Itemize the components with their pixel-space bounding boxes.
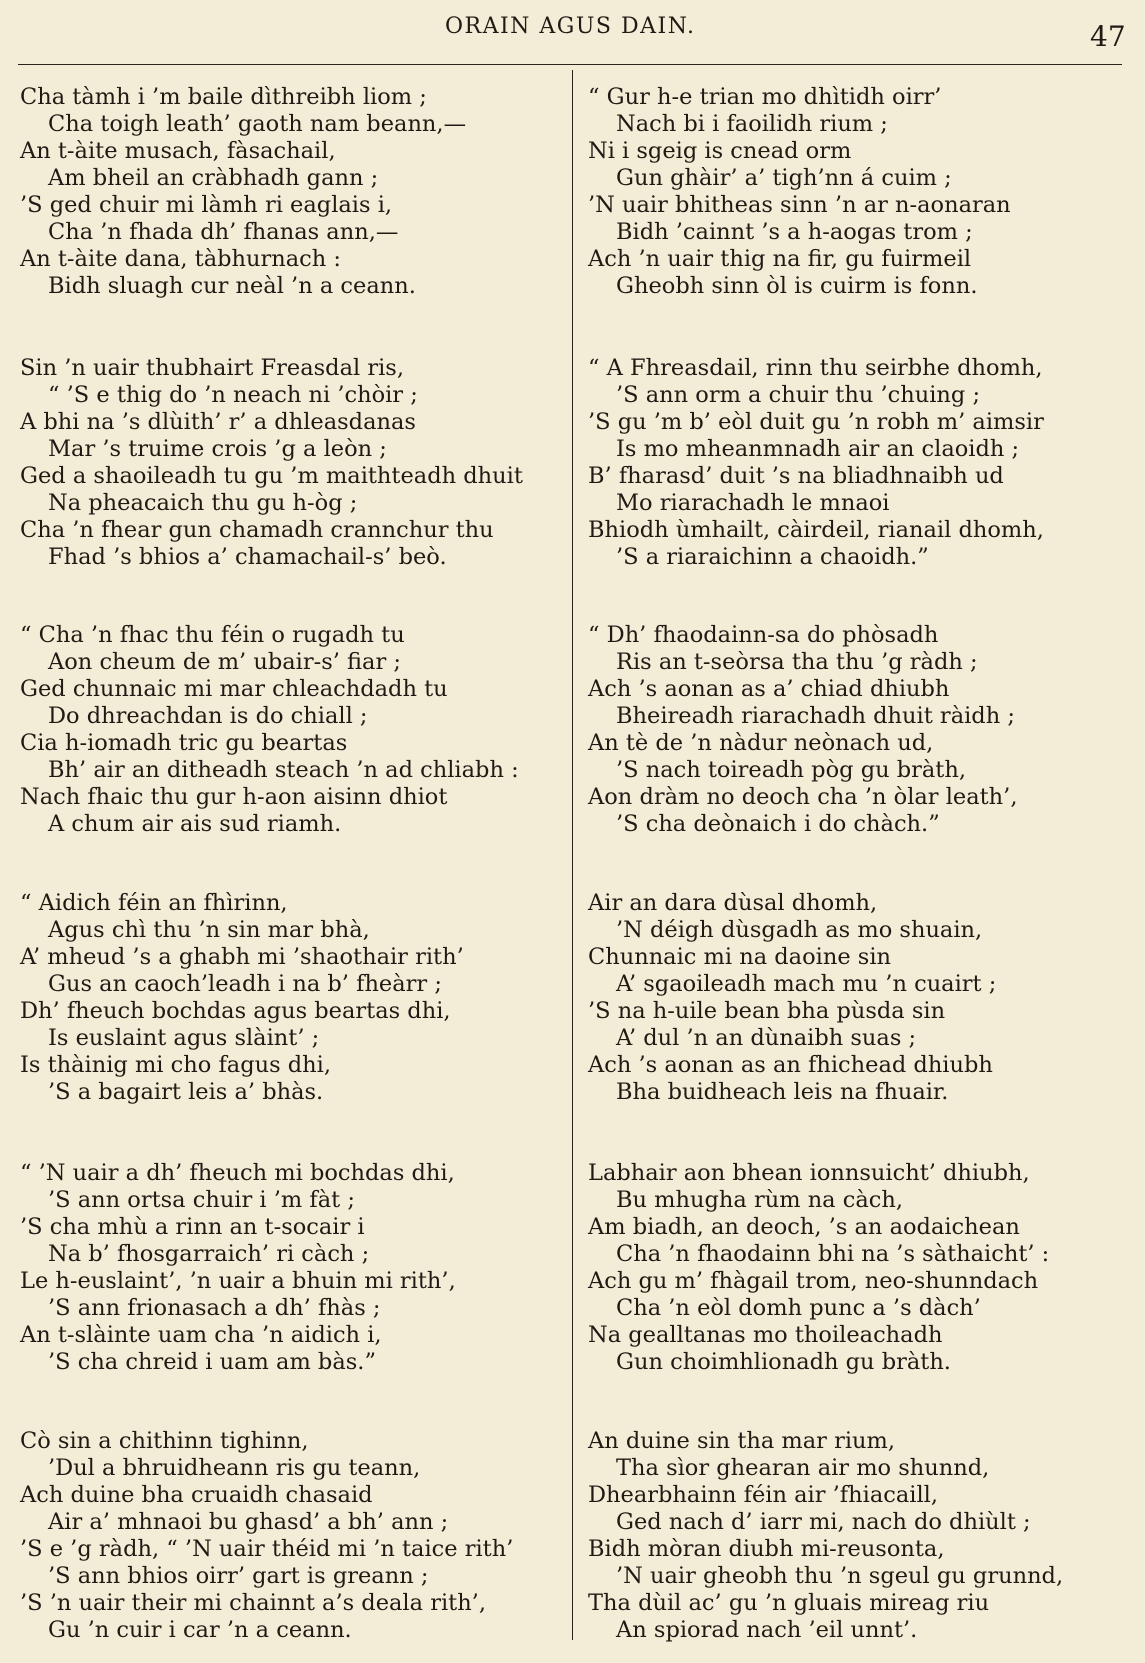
verse-line: Chunnaic mi na daoine sin (588, 944, 892, 970)
verse-line: An spiorad nach ’eil unnt’. (616, 1617, 918, 1643)
verse-line: “ Cha ’n fhac thu féin o rugadh tu (20, 622, 405, 648)
verse-line: Ged a shaoileadh tu gu ’m maithteadh dhuit (20, 463, 523, 489)
verse-line: Is euslaint agus slàint’ ; (48, 1025, 320, 1051)
stanza (20, 622, 519, 838)
page-number: 47 (1090, 20, 1126, 53)
verse-line: Nach bi i faoilidh rium ; (616, 111, 888, 137)
verse-line: Is thàinig mi cho fagus dhi, (20, 1052, 332, 1078)
header-rule (18, 64, 1122, 65)
verse-line: “ ’N uair a dh’ fheuch mi bochdas dhi, (20, 1160, 455, 1186)
stanza (588, 622, 1017, 838)
verse-line: Tha dùil ac’ gu ’n gluais mireag riu (588, 1590, 990, 1616)
verse-line: Dhearbhainn féin air ’fhiacaill, (588, 1482, 938, 1508)
verse-line: Cha ’n fhear gun chamadh crannchur thu (20, 517, 494, 543)
stanza (20, 1428, 513, 1644)
verse-line: ’S e ’g ràdh, “ ’N uair théid mi ’n taice rith’ (20, 1536, 514, 1562)
verse-line: Is mo mheanmnadh air an claoidh ; (616, 436, 1020, 462)
verse-line: Mo riarachadh le mnaoi (616, 490, 890, 516)
verse-line: ’S ged chuir mi làmh ri eaglais i, (20, 192, 393, 218)
verse-line: B’ fharasd’ duit ’s na bliadhnaibh ud (588, 463, 1004, 489)
verse-line: ’S ’n uair their mi chainnt a’s deala rith’, (20, 1590, 486, 1616)
verse-line: ’S cha deònaich i do chàch.” (616, 811, 940, 837)
verse-line: ’S gu ’m b’ eòl duit gu ’n robh m’ aimsir (588, 409, 1044, 435)
column-divider (572, 70, 573, 1640)
verse-line: ’Dul a bhruidheann ris gu teann, (48, 1455, 421, 1481)
verse-line: “ Aidich féin an fhìrinn, (20, 890, 288, 916)
running-title: ORAIN AGUS DAIN. (445, 14, 696, 39)
verse-line: Cha ’n fhada dh’ fhanas ann,— (48, 219, 399, 245)
verse-line: Gus an caoch’leadh i na b’ fheàrr ; (48, 971, 442, 997)
stanza (588, 84, 1011, 300)
verse-line: “ Gur h-e trian mo dhìtidh oirr’ (588, 84, 942, 110)
verse-line: Gun choimhlionadh gu bràth. (616, 1349, 951, 1375)
verse-line: A’ dul ’n an dùnaibh suas ; (616, 1025, 917, 1051)
running-head (0, 14, 1145, 54)
verse-line: Ach ’s aonan as an fhichead dhiubh (588, 1052, 993, 1078)
verse-line: Bidh mòran diubh mi-reusonta, (588, 1536, 945, 1562)
verse-line: Air an dara dùsal dhomh, (588, 890, 878, 916)
verse-line: “ ’S e thig do ’n neach ni ’chòir ; (48, 382, 418, 408)
verse-line: ’S na h-uile bean bha pùsda sin (588, 998, 946, 1024)
verse-line: Bh’ air an ditheadh steach ’n ad chliabh : (48, 757, 519, 783)
verse-line: Mar ’s truime crois ’g a leòn ; (48, 436, 387, 462)
verse-line: ’N uair gheobh thu ’n sgeul gu grunnd, (616, 1563, 1064, 1589)
verse-line: Labhair aon bhean ionnsuicht’ dhiubh, (588, 1160, 1030, 1186)
verse-line: Cia h-iomadh tric gu beartas (20, 730, 348, 756)
verse-line: Cha tàmh i ’m baile dìthreibh liom ; (20, 84, 427, 110)
verse-line: Bhiodh ùmhailt, càirdeil, rianail dhomh, (588, 517, 1044, 543)
verse-line: Ach gu m’ fhàgail trom, neo-shunndach (588, 1268, 1039, 1294)
verse-line: ’S ann bhios oirr’ gart is greann ; (48, 1563, 429, 1589)
verse-line: ’S cha mhù a rinn an t-socair i (20, 1214, 365, 1240)
verse-line: ’S nach toireadh pòg gu bràth, (616, 757, 966, 783)
verse-line: Bidh sluagh cur neàl ’n a ceann. (48, 273, 416, 299)
verse-line: ’N déigh dùsgadh as mo shuain, (616, 917, 983, 943)
verse-line: Fhad ’s bhios a’ chamachail-s’ beò. (48, 544, 447, 570)
verse-line: “ A Fhreasdail, rinn thu seirbhe dhomh, (588, 355, 1043, 381)
verse-line: Sin ’n uair thubhairt Freasdal ris, (20, 355, 404, 381)
verse-line: Am bheil an cràbhadh gann ; (48, 165, 379, 191)
stanza (588, 1428, 1063, 1644)
verse-line: Na pheacaich thu gu h-òg ; (48, 490, 358, 516)
verse-line: ’S ann orm a chuir thu ’chuing ; (616, 382, 981, 408)
verse-line: Ach duine bha cruaidh chasaid (20, 1482, 373, 1508)
verse-line: Ach ’n uair thig na fir, gu fuirmeil (588, 246, 972, 272)
verse-line: An tè de ’n nàdur neònach ud, (588, 730, 934, 756)
verse-line: “ Dh’ fhaodainn-sa do phòsadh (588, 622, 939, 648)
stanza (20, 890, 464, 1106)
verse-line: ’S ann ortsa chuir i ’m fàt ; (48, 1187, 355, 1213)
verse-line: Cha ’n eòl domh punc a ’s dàch’ (616, 1295, 981, 1321)
verse-line: Ged chunnaic mi mar chleachdadh tu (20, 676, 448, 702)
verse-line: A bhi na ’s dlùith’ r’ a dhleasdanas (20, 409, 416, 435)
verse-line: An t-àite musach, fàsachail, (20, 138, 336, 164)
verse-line: Bidh ’cainnt ’s a h-aogas trom ; (616, 219, 973, 245)
verse-line: Na gealltanas mo thoileachadh (588, 1322, 943, 1348)
stanza (588, 1160, 1049, 1376)
verse-line: Dh’ fheuch bochdas agus beartas dhi, (20, 998, 451, 1024)
verse-line: A’ sgaoileadh mach mu ’n cuairt ; (616, 971, 997, 997)
verse-line: Ach ’s aonan as a’ chiad dhiubh (588, 676, 950, 702)
verse-line: Cha ’n fhaodainn bhi na ’s sàthaicht’ : (616, 1241, 1050, 1267)
verse-line: Aon cheum de m’ ubair-s’ fiar ; (48, 649, 401, 675)
verse-line: An duine sin tha mar rium, (588, 1428, 896, 1454)
verse-line: Le h-euslaint’, ’n uair a bhuin mi rith’, (20, 1268, 456, 1294)
verse-line: ’N uair bhitheas sinn ’n ar n-aonaran (588, 192, 1011, 218)
verse-line: Cha toigh leath’ gaoth nam beann,— (48, 111, 467, 137)
verse-line: Do dhreachdan is do chiall ; (48, 703, 368, 729)
verse-line: An t-slàinte uam cha ’n aidich i, (20, 1322, 382, 1348)
verse-line: Ris an t-seòrsa tha thu ’g ràdh ; (616, 649, 978, 675)
verse-line: A chum air ais sud riamh. (48, 811, 342, 837)
verse-line: Ni i sgeig is cnead orm (588, 138, 852, 164)
verse-line: Gheobh sinn òl is cuirm is fonn. (616, 273, 978, 299)
verse-line: Aon dràm no deoch cha ’n òlar leath’, (588, 784, 1018, 810)
verse-line: Bu mhugha rùm na càch, (616, 1187, 904, 1213)
verse-line: Bha buidheach leis na fhuair. (616, 1079, 949, 1105)
stanza (588, 890, 996, 1106)
verse-line: Tha sìor ghearan air mo shunnd, (616, 1455, 990, 1481)
verse-line: A’ mheud ’s a ghabh mi ’shaothair rith’ (20, 944, 464, 970)
stanza (20, 1160, 456, 1376)
verse-line: ’S a bagairt leis a’ bhàs. (48, 1079, 324, 1105)
verse-line: Ged nach d’ iarr mi, nach do dhiùlt ; (616, 1509, 1031, 1535)
verse-line: Bheireadh riarachadh dhuit ràidh ; (616, 703, 1015, 729)
verse-line: An t-àite dana, tàbhurnach : (20, 246, 342, 272)
verse-line: ’S ann frionasach a dh’ fhàs ; (48, 1295, 381, 1321)
verse-line: Agus chì thu ’n sin mar bhà, (48, 917, 370, 943)
verse-line: Nach fhaic thu gur h-aon aisinn dhiot (20, 784, 448, 810)
verse-line: Air a’ mhnaoi bu ghasd’ a bh’ ann ; (48, 1509, 449, 1535)
stanza (20, 355, 523, 571)
verse-line: Na b’ fhosgarraich’ ri càch ; (48, 1241, 370, 1267)
stanza (588, 355, 1044, 571)
verse-line: Am biadh, an deoch, ’s an aodaichean (588, 1214, 1020, 1240)
verse-line: Gun ghàir’ a’ tigh’nn á cuim ; (616, 165, 952, 191)
verse-line: Gu ’n cuir i car ’n a ceann. (48, 1617, 352, 1643)
verse-line: ’S a riaraichinn a chaoidh.” (616, 544, 929, 570)
verse-line: Cò sin a chithinn tighinn, (20, 1428, 309, 1454)
verse-line: ’S cha chreid i uam am bàs.” (48, 1349, 376, 1375)
stanza (20, 84, 466, 300)
